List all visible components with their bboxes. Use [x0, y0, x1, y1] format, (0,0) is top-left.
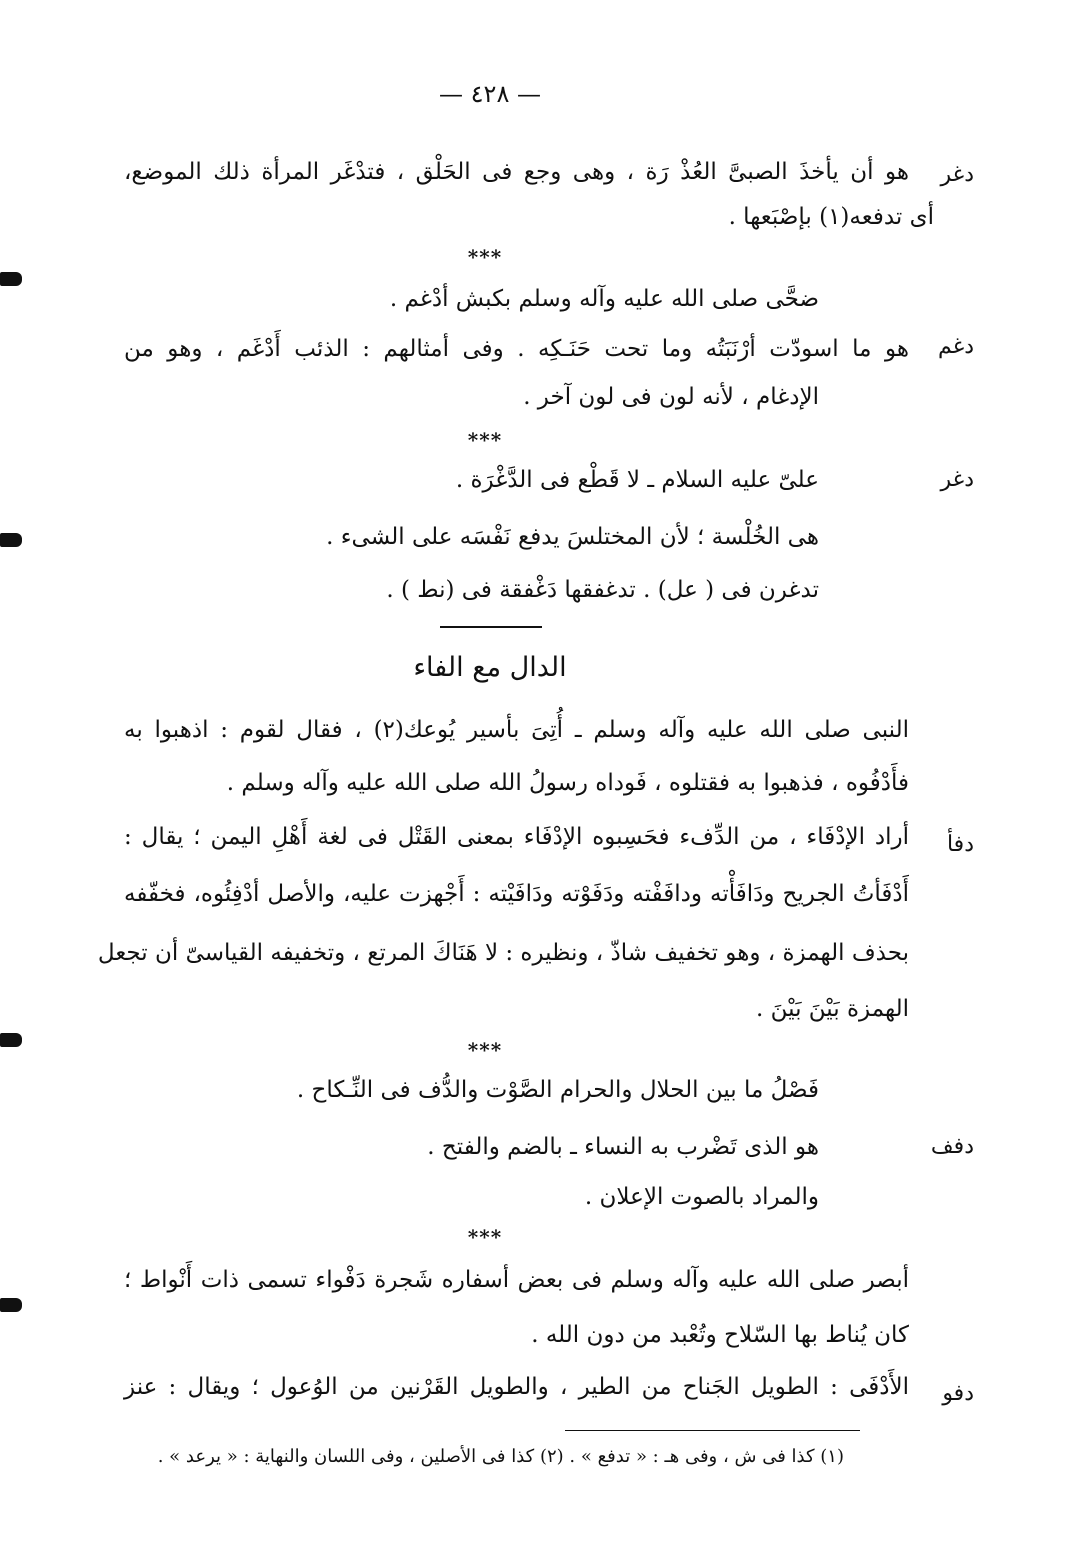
text-line: تدغرن فى ( عل) . تدغفقها دَغْفقة فى (نط ) .	[386, 577, 819, 603]
margin-mark	[0, 1033, 22, 1047]
root-word: دفأ	[946, 832, 974, 857]
footnote-rule	[565, 1430, 860, 1431]
footnotes: (١) كذا فى ش ، وفى هـ : « تدفع » . (٢) كذا فى الأصلين ، وفى اللسان والنهاية : « يرعد » .	[157, 1446, 844, 1467]
text-line: هو الذى تَضْرب به النساء ـ بالضم والفتح .	[427, 1134, 819, 1160]
text-line: أى تدفعه(١) بإصْبَعها .	[728, 204, 934, 230]
margin-mark	[0, 533, 22, 547]
hadith-line: علىّ عليه السلام ـ لا قَطْع فى الدَّغْرَة .	[455, 467, 819, 493]
root-word: دفف	[930, 1134, 974, 1159]
page-number: — ٤٢٨ —	[439, 80, 541, 108]
hadith-line: فَصْلُ ما بين الحلال والحرام الصَّوْت والدُّف فى النِّـكاح .	[296, 1077, 819, 1103]
margin-mark	[0, 1298, 22, 1312]
text-line: هو أن يأخذَ الصبىَّ العُذْ رَة ، وهى وجع فى الحَلْق ، فتدْغَر المرأة ذلك الموضع،	[124, 159, 909, 185]
text-line: فأَدْفُوه ، فذهبوا به فقتلوه ، فَوداه رسولُ الله صلى الله عليه وآله وسلم .	[226, 770, 909, 796]
separator-stars: ***	[467, 428, 503, 452]
text-line: هى الخُلْسة ؛ لأن المختلسَ يدفع نَفْسَه على الشىء .	[326, 524, 819, 550]
margin-mark	[0, 272, 22, 286]
text-line: والمراد بالصوت الإعلان .	[584, 1184, 819, 1210]
text-line: أَدْفَأتُ الجريح ودَافَأْته ودافَفْته ودَفَوْته ودَافَيْته : أَجْهزت عليه، والأصل أدْفِئُوه، فخفّفه	[124, 881, 909, 907]
text-line: هو ما اسودّت أرْنَبَتُه وما تحت حَنَـكِه . وفى أمثالهم : الذئب أَدْغَم ، وهو من	[124, 336, 909, 362]
hadith-line: أبصر صلى الله عليه وآله وسلم فى بعض أسفاره شَجرة دَفْواء تسمى ذات أَنْواط ؛	[124, 1267, 909, 1293]
root-word: دغم	[938, 334, 974, 359]
root-word: دغر	[940, 162, 974, 187]
hadith-line: ضحَّى صلى الله عليه وآله وسلم بكبش أدْغم .	[389, 286, 819, 312]
root-word: دغر	[940, 467, 974, 492]
separator-stars: ***	[467, 245, 503, 269]
root-word: دفو	[942, 1381, 974, 1406]
text-line: كان يُناط بها السّلاح وتُعْبد من دون الله .	[531, 1322, 909, 1348]
text-line: أراد الإدْفَاء ، من الدِّفء فحَسِبوه الإدْفَاء بمعنى القَتْل فى لغة أَهْلِ اليمن ؛ يقال :	[124, 824, 909, 850]
hadith-line: النبى صلى الله عليه وآله وسلم ـ أُتِىَ بأسير يُوعك(٢) ، فقال لقوم : اذهبوا به	[124, 717, 909, 743]
separator-stars: ***	[467, 1225, 503, 1249]
text-line: الأَدْفَى : الطويل الجَناح من الطير ، والطويل القَرْنين من الوُعول ؛ ويقال : عنز	[124, 1374, 909, 1400]
text-line: بحذف الهمزة ، وهو تخفيف شاذّ ، ونظيره : لا هَنَاكَ المرتع ، وتخفيفه القياسىّ أن تجعل	[97, 940, 909, 966]
text-line: الإدغام ، لأنه لون فى لون آخر .	[523, 384, 819, 410]
separator-stars: ***	[467, 1038, 503, 1062]
section-heading: الدال مع الفاء	[413, 652, 567, 683]
section-rule	[440, 626, 542, 628]
text-line: الهمزة بَيْنَ بَيْنَ .	[756, 996, 909, 1022]
